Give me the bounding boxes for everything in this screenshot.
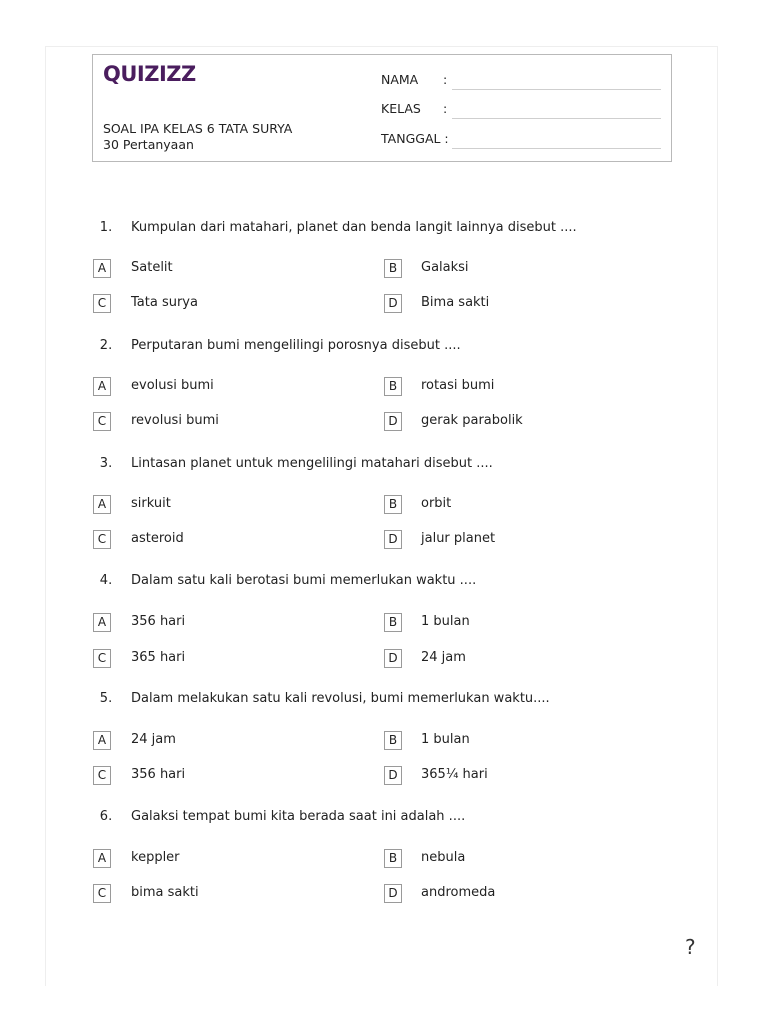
date-line (452, 148, 661, 149)
option-a-text: keppler (131, 850, 180, 865)
option-a-box[interactable]: A (93, 613, 111, 632)
option-a-box[interactable]: A (93, 731, 111, 750)
option-b-box[interactable]: B (384, 613, 402, 632)
name-label: NAMA (381, 72, 419, 87)
option-c-text: revolusi bumi (131, 413, 219, 428)
help-question-icon[interactable]: ? (685, 935, 696, 959)
question-number: 3. (99, 456, 113, 471)
option-b-text: rotasi bumi (421, 378, 495, 393)
option-b-text: Galaksi (421, 260, 469, 275)
option-b-box[interactable]: B (384, 849, 402, 868)
option-a-text: evolusi bumi (131, 378, 214, 393)
option-a-text: 24 jam (131, 732, 176, 747)
name-line (452, 89, 661, 90)
question-number: 4. (99, 573, 113, 588)
question-text: Galaksi tempat bumi kita berada saat ini adalah .... (131, 809, 466, 824)
option-c-box[interactable]: C (93, 649, 111, 668)
quizizz-logo: QUIZIZZ (103, 62, 196, 86)
worksheet-header (92, 54, 672, 162)
option-d-box[interactable]: D (384, 294, 402, 313)
option-c-text: asteroid (131, 531, 184, 546)
option-a-box[interactable]: A (93, 495, 111, 514)
class-line (452, 118, 661, 119)
option-c-box[interactable]: C (93, 884, 111, 903)
quiz-title: SOAL IPA KELAS 6 TATA SURYA (103, 121, 293, 136)
name-colon: : (443, 72, 448, 87)
option-c-text: bima sakti (131, 885, 199, 900)
question-text: Perputaran bumi mengelilingi porosnya disebut .... (131, 338, 461, 353)
option-d-box[interactable]: D (384, 530, 402, 549)
worksheet-page (45, 46, 718, 986)
option-d-text: jalur planet (421, 531, 496, 546)
question-text: Lintasan planet untuk mengelilingi matahari disebut .... (131, 456, 493, 471)
option-c-box[interactable]: C (93, 412, 111, 431)
option-b-text: nebula (421, 850, 466, 865)
option-d-box[interactable]: D (384, 412, 402, 431)
option-b-text: 1 bulan (421, 732, 470, 747)
option-a-text: Satelit (131, 260, 173, 275)
option-d-text: 365¼ hari (421, 767, 488, 782)
option-d-text: 24 jam (421, 650, 466, 665)
option-a-box[interactable]: A (93, 849, 111, 868)
question-text: Dalam satu kali berotasi bumi memerlukan waktu .... (131, 573, 477, 588)
option-d-box[interactable]: D (384, 649, 402, 668)
option-a-text: sirkuit (131, 496, 171, 511)
question-number: 1. (99, 220, 113, 235)
option-d-box[interactable]: D (384, 884, 402, 903)
option-d-text: Bima sakti (421, 295, 490, 310)
option-b-box[interactable]: B (384, 259, 402, 278)
option-b-text: 1 bulan (421, 614, 470, 629)
class-label: KELAS (381, 101, 421, 116)
option-a-text: 356 hari (131, 614, 186, 629)
question-count: 30 Pertanyaan (103, 137, 194, 152)
question-number: 5. (99, 691, 113, 706)
question-number: 2. (99, 338, 113, 353)
option-d-text: gerak parabolik (421, 413, 523, 428)
option-b-box[interactable]: B (384, 495, 402, 514)
option-c-text: 365 hari (131, 650, 186, 665)
option-c-box[interactable]: C (93, 530, 111, 549)
option-c-text: 356 hari (131, 767, 186, 782)
option-b-text: orbit (421, 496, 452, 511)
option-d-box[interactable]: D (384, 766, 402, 785)
option-d-text: andromeda (421, 885, 496, 900)
option-c-box[interactable]: C (93, 294, 111, 313)
question-number: 6. (99, 809, 113, 824)
option-c-box[interactable]: C (93, 766, 111, 785)
date-label: TANGGAL : (381, 131, 449, 146)
question-text: Kumpulan dari matahari, planet dan benda langit lainnya disebut .... (131, 220, 577, 235)
option-b-box[interactable]: B (384, 377, 402, 396)
option-c-text: Tata surya (131, 295, 198, 310)
option-a-box[interactable]: A (93, 259, 111, 278)
option-a-box[interactable]: A (93, 377, 111, 396)
option-b-box[interactable]: B (384, 731, 402, 750)
question-text: Dalam melakukan satu kali revolusi, bumi memerlukan waktu.... (131, 691, 550, 706)
class-colon: : (443, 101, 448, 116)
